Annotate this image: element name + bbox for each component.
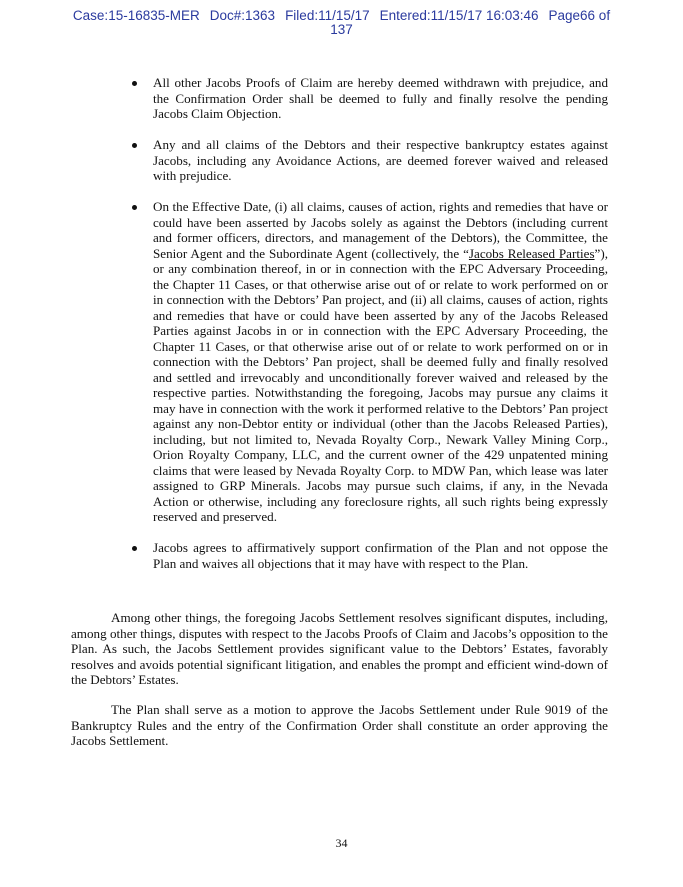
bullet-text: Jacobs agrees to affirmatively support confirmation of the Plan and not oppose the Plan and waives all objections that it may have with respect to the Plan.: [153, 540, 608, 571]
bullet-text: All other Jacobs Proofs of Claim are hereby deemed withdrawn with prejudice, and the Confirmation Order shall be deemed to fully and finally resolve the pending Jacobs Claim Objection.: [153, 75, 608, 121]
bullet-item-debtor-claims-released: [132, 137, 608, 184]
bullet-item-support-confirmation: [132, 540, 608, 571]
page-total: 137: [330, 22, 353, 37]
bullet-icon: [132, 143, 137, 148]
page-of: Page66 of: [548, 8, 611, 23]
paragraph-settlement-value: Among other things, the foregoing Jacobs Settlement resolves significant disputes, including, among other things, disputes with respect to the Jacobs Proofs of Claim and Jacobs’s opposition to the Plan. As such, the Jacobs Settlement provides significant value to the Debtors’ Estates, favorably resolves and avoids potential significant litigation, and enables the prompt and efficient wind-down of the Debtors’ Estates.: [71, 610, 608, 687]
defined-term-jacobs-released-parties: Jacobs Released Parties: [468, 245, 595, 261]
bullet-text: Any and all claims of the Debtors and their respective bankruptcy estates against Jacobs, including any Avoidance Actions, are deemed forever waived and released with prejudice.: [153, 137, 608, 183]
bullet-text-before: On the Effective Date, (i) all claims, causes of action, rights and remedies that have or could have been asserted by Jacobs solely as against the Debtors (including current and former officers, directors, and management of the Debtors), the Committee, the Senior Agent and the Subordinate Agent (collectively, the “: [153, 199, 608, 261]
bullet-icon: [132, 546, 137, 551]
page-number: 34: [335, 836, 348, 850]
bullet-item-withdrawn-claims: [132, 75, 608, 122]
bullet-item-effective-date-release: [132, 199, 608, 525]
case-number: Case:15-16835-MER: [72, 8, 200, 23]
bullet-icon: [132, 205, 137, 210]
paragraph-motion-to-approve: The Plan shall serve as a motion to approve the Jacobs Settlement under Rule 9019 of the Bankruptcy Rules and the entry of the Confirmation Order shall constitute an order approving the Jacobs Settlement.: [71, 702, 608, 748]
entered-date: Entered:11/15/17 16:03:46: [379, 8, 539, 23]
filed-date: Filed:11/15/17: [285, 8, 370, 23]
bullet-text-after: ”), or any combination thereof, in or in connection with the EPC Adversary Proceeding, the Chapter 11 Cases, or that otherwise arise out of or relate to work performed on or in connection with the Debtors’ Pan project, and (ii) all claims, causes of action, rights and remedies that have or could have been asserted by any of the Jacobs Released Parties against Jacobs in or in connection with the EPC Adversary Proceeding, the Chapter 11 Cases, or that otherwise arise out of or relate to work performed on or in connection with the Debtors’ Pan project, shall be deemed fully and finally resolved and settled and irrevocably and unconditionally forever waived and released by the respective parties. Notwithstanding the foregoing, Jacobs may pursue any claims it may have in connection with the work it performed relative to the Debtors’ Pan project against any non-Debtor entity or individual (other than the Jacobs Released Parties), including, but not limited to, Nevada Royalty Corp., Newark Valley Mining Corp., Orion Royalty Company, LLC, and the current owner of the 429 unpatented mining claims that were leased by Nevada Royalty Corp. to MDW Pan, which lease was later assigned to GRP Minerals. Jacobs may pursue such claims, if any, in the Nevada Action or otherwise, including any foreclosure rights, all such rights being expressly reserved and preserved.: [153, 245, 608, 524]
bullet-icon: [132, 81, 137, 86]
document-number: Doc#:1363: [209, 8, 276, 23]
bullet-list: [132, 75, 608, 587]
court-filing-header: [10, 9, 673, 37]
